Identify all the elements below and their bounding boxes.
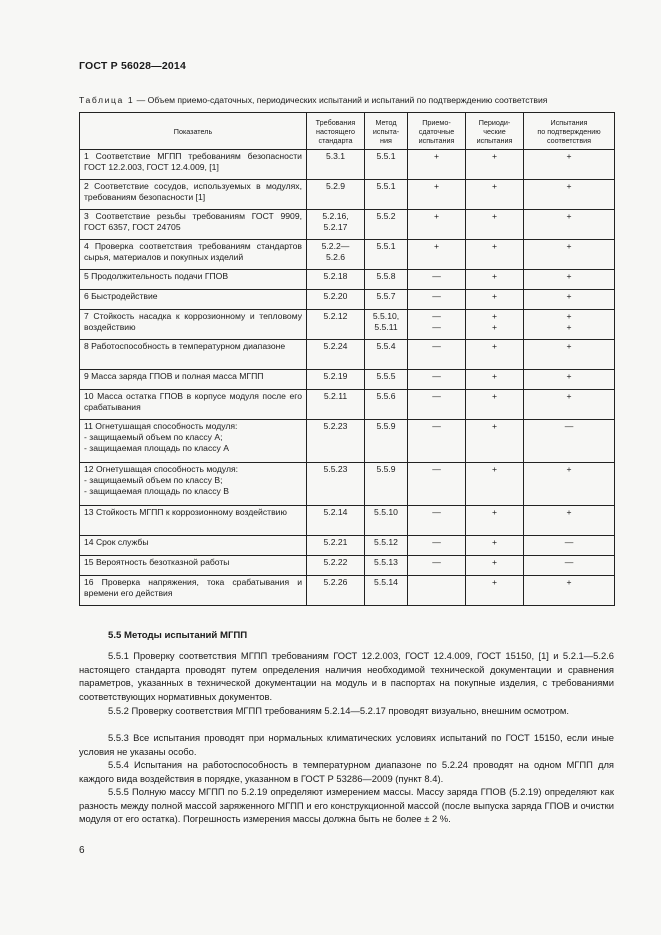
row-conformity-cell: +	[524, 180, 615, 210]
column-header: Приемо- сдаточные испытания	[408, 113, 466, 150]
row-conformity-cell: +	[524, 463, 615, 506]
row-conformity-cell: +	[524, 370, 615, 390]
row-requirement-cell: 5.2.22	[307, 556, 365, 576]
table-row	[80, 340, 615, 370]
row-requirement-cell: 5.2.11	[307, 390, 365, 420]
row-method-cell: 5.5.1	[365, 150, 408, 180]
row-periodic-cell: +	[466, 290, 524, 310]
row-requirement-cell: 5.2.19	[307, 370, 365, 390]
row-periodic-cell: +	[466, 536, 524, 556]
row-method-cell: 5.5.9	[365, 420, 408, 463]
column-header: Периоди- ческие испытания	[466, 113, 524, 150]
row-requirement-cell: 5.2.18	[307, 270, 365, 290]
row-acceptance-cell: +	[408, 210, 466, 240]
row-method-cell: 5.5.1	[365, 180, 408, 210]
row-conformity-cell: +	[524, 150, 615, 180]
row-conformity-cell: —	[524, 420, 615, 463]
row-acceptance-cell: —	[408, 370, 466, 390]
table-row	[80, 290, 615, 310]
row-conformity-cell: +	[524, 506, 615, 536]
row-conformity-cell: —	[524, 536, 615, 556]
row-method-cell: 5.5.14	[365, 576, 408, 606]
row-requirement-cell: 5.2.14	[307, 506, 365, 536]
row-conformity-cell: +	[524, 270, 615, 290]
row-conformity-cell: + +	[524, 310, 615, 340]
row-name-cell: 9 Масса заряда ГПОВ и полная масса МГПП	[80, 370, 307, 390]
row-acceptance-cell: —	[408, 340, 466, 370]
column-header: Показатель	[80, 113, 307, 150]
row-periodic-cell: +	[466, 270, 524, 290]
row-periodic-cell: +	[466, 210, 524, 240]
table-row	[80, 180, 615, 210]
table-row	[80, 420, 615, 463]
row-requirement-cell: 5.2.2— 5.2.6	[307, 240, 365, 270]
table-body	[80, 150, 615, 606]
row-method-cell: 5.5.2	[365, 210, 408, 240]
table-row	[80, 150, 615, 180]
row-conformity-cell: +	[524, 390, 615, 420]
row-acceptance-cell: +	[408, 240, 466, 270]
row-name-cell: 5 Продолжительность подачи ГПОВ	[80, 270, 307, 290]
row-name-cell: 10 Масса остатка ГПОВ в корпусе модуля после его срабатывания	[80, 390, 307, 420]
table-row	[80, 270, 615, 290]
row-periodic-cell: +	[466, 506, 524, 536]
row-acceptance-cell: —	[408, 290, 466, 310]
row-requirement-cell: 5.3.1	[307, 150, 365, 180]
row-name-cell: 12 Огнетушащая способность модуля: - защищаемый объем по классу В; - защищаемая площадь по классу В	[80, 463, 307, 506]
row-method-cell: 5.5.7	[365, 290, 408, 310]
row-method-cell: 5.5.13	[365, 556, 408, 576]
row-conformity-cell: +	[524, 240, 615, 270]
row-periodic-cell: +	[466, 556, 524, 576]
row-method-cell: 5.5.9	[365, 463, 408, 506]
table-row	[80, 240, 615, 270]
row-acceptance-cell: —	[408, 420, 466, 463]
row-conformity-cell: —	[524, 556, 615, 576]
row-method-cell: 5.5.10	[365, 506, 408, 536]
row-name-cell: 8 Работоспособность в температурном диапазоне	[80, 340, 307, 370]
row-requirement-cell: 5.2.26	[307, 576, 365, 606]
row-acceptance-cell: —	[408, 390, 466, 420]
row-requirement-cell: 5.2.23	[307, 420, 365, 463]
table-row	[80, 536, 615, 556]
section-title: 5.5 Методы испытаний МГПП	[108, 630, 248, 641]
row-name-cell: 6 Быстродействие	[80, 290, 307, 310]
row-name-cell: 7 Стойкость насадка к коррозионному и тепловому воздействию	[80, 310, 307, 340]
row-periodic-cell: +	[466, 150, 524, 180]
document-header: ГОСТ Р 56028—2014	[79, 60, 187, 72]
page-number: 6	[79, 845, 85, 856]
row-conformity-cell: +	[524, 210, 615, 240]
row-acceptance-cell: —	[408, 463, 466, 506]
row-acceptance-cell: — —	[408, 310, 466, 340]
row-requirement-cell: 5.2.21	[307, 536, 365, 556]
section-paragraph: 5.5.2 Проверку соответствия МГПП требованиям 5.2.14—5.2.17 проводят визуально, внешним осмотром.	[108, 705, 569, 716]
row-periodic-cell: +	[466, 390, 524, 420]
row-requirement-cell: 5.2.12	[307, 310, 365, 340]
row-method-cell: 5.5.1	[365, 240, 408, 270]
row-requirement-cell: 5.5.23	[307, 463, 365, 506]
column-header: Испытания по подтверждению соответствия	[524, 113, 615, 150]
table-row	[80, 463, 615, 506]
row-requirement-cell: 5.2.16, 5.2.17	[307, 210, 365, 240]
row-method-cell: 5.5.8	[365, 270, 408, 290]
row-conformity-cell: +	[524, 290, 615, 310]
row-periodic-cell: +	[466, 420, 524, 463]
row-conformity-cell: +	[524, 340, 615, 370]
row-name-cell: 1 Соответствие МГПП требованиям безопасности ГОСТ 12.2.003, ГОСТ 12.4.009, [1]	[80, 150, 307, 180]
row-periodic-cell: +	[466, 180, 524, 210]
row-method-cell: 5.5.10, 5.5.11	[365, 310, 408, 340]
column-header: Требования настоящего стандарта	[307, 113, 365, 150]
row-method-cell: 5.5.5	[365, 370, 408, 390]
section-paragraph: 5.5.5 Полную массу МГПП по 5.2.19 определяют измерением массы. Массу заряда ГПОВ (5.2.19) определяют как разность между полной массой заряженного МГПП и его конструкционной массой (после выпуска заряда ГПОВ и очистки модуля от его остатка). Погрешность измерения массы должна быть не более ± 2 %.	[79, 786, 614, 825]
row-conformity-cell: +	[524, 576, 615, 606]
row-name-cell: 3 Соответствие резьбы требованиям ГОСТ 9909, ГОСТ 6357, ГОСТ 24705	[80, 210, 307, 240]
row-acceptance-cell: —	[408, 270, 466, 290]
table-row	[80, 390, 615, 420]
row-periodic-cell: +	[466, 576, 524, 606]
row-name-cell: 15 Вероятность безотказной работы	[80, 556, 307, 576]
table-row	[80, 576, 615, 606]
table-row	[80, 370, 615, 390]
column-header: Метод испыта- ния	[365, 113, 408, 150]
row-name-cell: 13 Стойкость МГПП к коррозионному воздействию	[80, 506, 307, 536]
row-periodic-cell: +	[466, 340, 524, 370]
table-caption-label: Таблица 1	[79, 95, 135, 105]
row-name-cell: 2 Соответствие сосудов, используемых в модулях, требованиям безопасности [1]	[80, 180, 307, 210]
row-acceptance-cell: —	[408, 506, 466, 536]
row-acceptance-cell: —	[408, 556, 466, 576]
row-name-cell: 4 Проверка соответствия требованиям стандартов сырья, материалов и покупных изделий	[80, 240, 307, 270]
row-periodic-cell: + +	[466, 310, 524, 340]
row-requirement-cell: 5.2.9	[307, 180, 365, 210]
row-periodic-cell: +	[466, 370, 524, 390]
table-caption	[79, 95, 619, 105]
section-paragraph: 5.5.3 Все испытания проводят при нормальных климатических условиях испытаний по ГОСТ 15150, если иные условия не указаны особо.	[79, 732, 614, 757]
row-method-cell: 5.5.6	[365, 390, 408, 420]
requirements-table	[79, 112, 615, 606]
row-periodic-cell: +	[466, 463, 524, 506]
row-acceptance-cell: +	[408, 180, 466, 210]
row-acceptance-cell: +	[408, 150, 466, 180]
row-name-cell: 14 Срок службы	[80, 536, 307, 556]
section-paragraph: 5.5.1 Проверку соответствия МГПП требованиям ГОСТ 12.2.003, ГОСТ 12.4.009, ГОСТ 15150, [1] и 5.2.1—5.2.6 настоящего стандарта проводят путем определения наличия необходимой технической документации и сравнения параметров, указанных в технической документации на модуль и в паспортах на покупные изделия, с требованиями соответствующих нормативных документов.	[79, 650, 614, 702]
table-row	[80, 556, 615, 576]
section-paragraph: 5.5.4 Испытания на работоспособность в температурном диапазоне по 5.2.24 проводят на одном МГПП для каждого вида воздействия в порядке, указанном в ГОСТ Р 53286—2009 (пункт 8.4).	[79, 759, 614, 784]
row-acceptance-cell: —	[408, 536, 466, 556]
table-caption-text: — Объем приемо-сдаточных, периодических испытаний и испытаний по подтверждению соответствия	[134, 95, 548, 105]
table-header-row	[80, 113, 615, 150]
table-row	[80, 506, 615, 536]
row-requirement-cell: 5.2.24	[307, 340, 365, 370]
row-requirement-cell: 5.2.20	[307, 290, 365, 310]
table-row	[80, 310, 615, 340]
row-acceptance-cell	[408, 576, 466, 606]
row-periodic-cell: +	[466, 240, 524, 270]
row-method-cell: 5.5.4	[365, 340, 408, 370]
row-method-cell: 5.5.12	[365, 536, 408, 556]
row-name-cell: 16 Проверка напряжения, тока срабатывания и времени его действия	[80, 576, 307, 606]
table-row	[80, 210, 615, 240]
row-name-cell: 11 Огнетушащая способность модуля: - защищаемый объем по классу А; - защищаемая площадь по классу А	[80, 420, 307, 463]
